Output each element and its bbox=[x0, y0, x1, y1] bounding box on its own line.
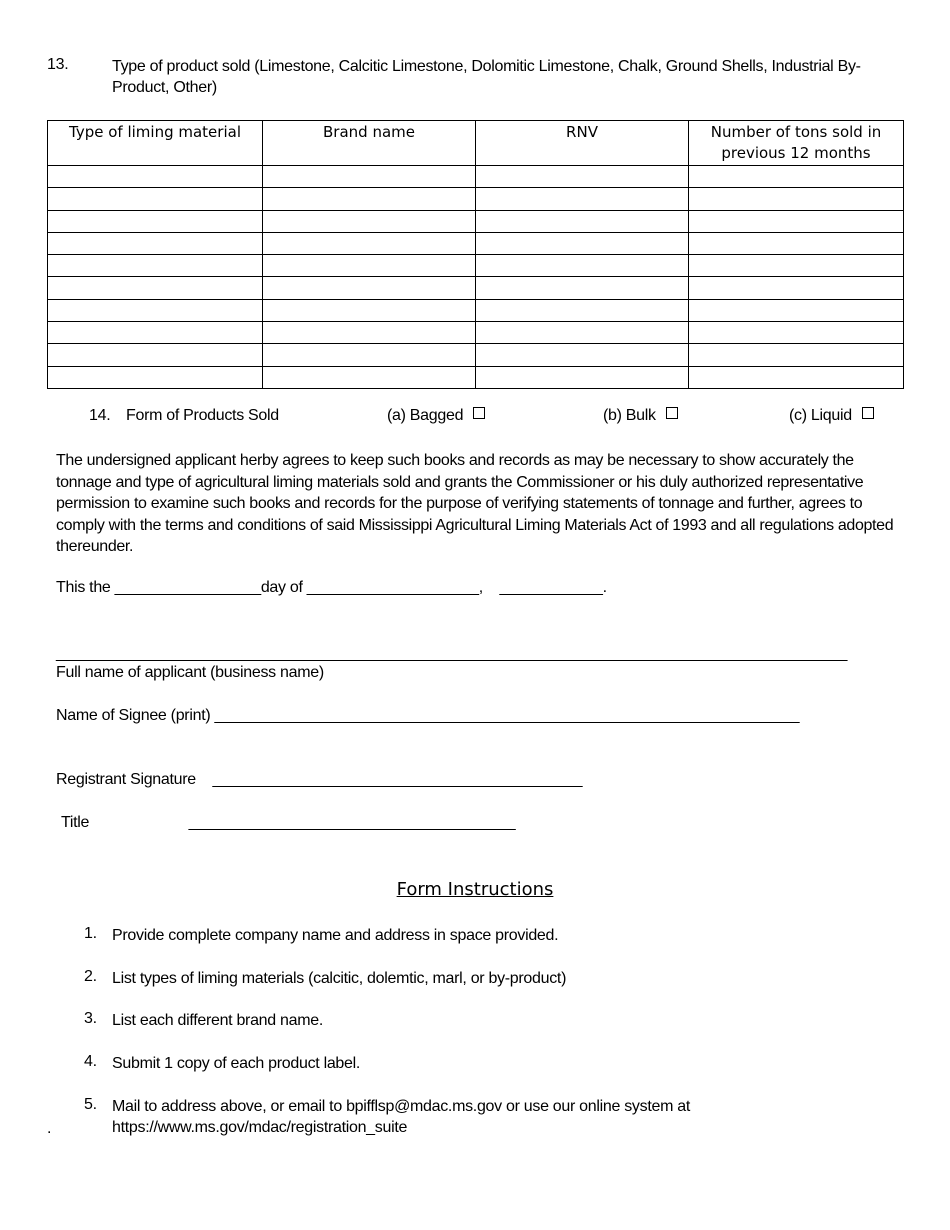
table-cell[interactable] bbox=[263, 166, 476, 188]
table-cell[interactable] bbox=[263, 188, 476, 210]
question-14-number: 14. bbox=[89, 407, 111, 424]
option-liquid-label: (c) Liquid bbox=[789, 407, 852, 424]
table-cell[interactable] bbox=[48, 366, 263, 388]
table-cell[interactable] bbox=[263, 277, 476, 299]
option-bulk[interactable] bbox=[603, 407, 678, 425]
instruction-number: 2. bbox=[84, 968, 97, 985]
question-13-text: Type of product sold (Limestone, Calcitic Limestone, Dolomitic Limestone, Chalk, Ground Shells, Industrial By- Product, Other) bbox=[112, 58, 861, 96]
question-13-number: 13. bbox=[47, 56, 69, 73]
table-cell[interactable] bbox=[48, 277, 263, 299]
table-cell[interactable] bbox=[689, 166, 904, 188]
table-cell[interactable] bbox=[476, 166, 689, 188]
table-cell[interactable] bbox=[476, 210, 689, 232]
table-cell[interactable] bbox=[48, 188, 263, 210]
table-cell[interactable] bbox=[689, 255, 904, 277]
table-cell[interactable] bbox=[263, 210, 476, 232]
table-row bbox=[48, 232, 904, 254]
table-cell[interactable] bbox=[48, 210, 263, 232]
instruction-number: 3. bbox=[84, 1010, 97, 1027]
option-bulk-label: (b) Bulk bbox=[603, 407, 656, 424]
table-cell[interactable] bbox=[689, 366, 904, 388]
agreement-paragraph: The undersigned applicant herby agrees to keep such books and records as may be necessary to show accurately the tonnage and type of agricultural liming materials sold and grants the Commissioner or his duly authorized representative permission to examine such books and records for the purpose of verifying statements of tonnage and further, agrees to comply with the terms and conditions of said Mississippi Agricultural Liming Materials Act of 1993 and all regulations adopted thereunder. bbox=[56, 452, 894, 556]
column-header-tons-sold: Number of tons sold in previous 12 months bbox=[689, 121, 904, 166]
date-line[interactable]: This the _________________day of ____________________, ____________. bbox=[56, 579, 607, 596]
instruction-text: Submit 1 copy of each product label. bbox=[112, 1055, 361, 1072]
table-cell[interactable] bbox=[476, 277, 689, 299]
instruction-text: Mail to address above, or email to bpifflsp@mdac.ms.gov or use our online system at https://www.ms.gov/mdac/registration_suite bbox=[112, 1098, 690, 1136]
fullname-label: Full name of applicant (business name) bbox=[56, 664, 324, 681]
table-body bbox=[48, 166, 904, 389]
table-row bbox=[48, 277, 904, 299]
instruction-number: 4. bbox=[84, 1053, 97, 1070]
stray-mark: . bbox=[47, 1120, 52, 1137]
table-cell[interactable] bbox=[263, 366, 476, 388]
column-header-liming-material: Type of liming material bbox=[48, 121, 263, 166]
column-header-rnv: RNV bbox=[476, 121, 689, 166]
instruction-text: List types of liming materials (calcitic, dolemtic, marl, or by-product) bbox=[112, 970, 567, 987]
bulk-checkbox[interactable] bbox=[666, 407, 678, 419]
table-cell[interactable] bbox=[689, 188, 904, 210]
table-cell[interactable] bbox=[48, 255, 263, 277]
table-cell[interactable] bbox=[689, 344, 904, 366]
table-header-row bbox=[48, 121, 904, 166]
title-field[interactable]: Title ______________________________________ bbox=[61, 814, 516, 831]
table-cell[interactable] bbox=[689, 299, 904, 321]
table-row bbox=[48, 210, 904, 232]
table-row bbox=[48, 255, 904, 277]
bagged-checkbox[interactable] bbox=[473, 407, 485, 419]
registrant-signature-field[interactable]: Registrant Signature ___________________________________________ bbox=[56, 771, 583, 788]
table-row bbox=[48, 322, 904, 344]
table-cell[interactable] bbox=[476, 366, 689, 388]
table-cell[interactable] bbox=[476, 232, 689, 254]
table-row bbox=[48, 188, 904, 210]
table-cell[interactable] bbox=[689, 322, 904, 344]
instruction-number: 5. bbox=[84, 1096, 97, 1113]
table-row bbox=[48, 366, 904, 388]
fullname-field-line[interactable]: ____________________________________________________________________________________________ bbox=[56, 645, 848, 662]
liming-materials-table bbox=[47, 120, 904, 389]
signee-name-field[interactable]: Name of Signee (print) ____________________________________________________________________ bbox=[56, 707, 800, 724]
table-cell[interactable] bbox=[263, 344, 476, 366]
question-14-label: Form of Products Sold bbox=[126, 407, 279, 424]
table-row bbox=[48, 166, 904, 188]
table-cell[interactable] bbox=[689, 277, 904, 299]
table-cell[interactable] bbox=[689, 210, 904, 232]
liquid-checkbox[interactable] bbox=[862, 407, 874, 419]
option-bagged[interactable] bbox=[387, 407, 485, 425]
table-cell[interactable] bbox=[689, 232, 904, 254]
table-cell[interactable] bbox=[476, 188, 689, 210]
table-cell[interactable] bbox=[476, 299, 689, 321]
instructions-title: Form Instructions bbox=[396, 879, 554, 900]
instruction-text: Provide complete company name and address in space provided. bbox=[112, 927, 559, 944]
table-row bbox=[48, 299, 904, 321]
option-bagged-label: (a) Bagged bbox=[387, 407, 464, 424]
table-cell[interactable] bbox=[48, 344, 263, 366]
table-cell[interactable] bbox=[48, 299, 263, 321]
instruction-text: List each different brand name. bbox=[112, 1012, 323, 1029]
option-liquid[interactable] bbox=[789, 407, 874, 425]
table-cell[interactable] bbox=[263, 322, 476, 344]
table-cell[interactable] bbox=[476, 344, 689, 366]
table-cell[interactable] bbox=[48, 166, 263, 188]
table-cell[interactable] bbox=[48, 322, 263, 344]
table-cell[interactable] bbox=[476, 255, 689, 277]
table-cell[interactable] bbox=[48, 232, 263, 254]
column-header-brand-name: Brand name bbox=[263, 121, 476, 166]
table-cell[interactable] bbox=[263, 299, 476, 321]
table-cell[interactable] bbox=[476, 322, 689, 344]
instruction-number: 1. bbox=[84, 925, 97, 942]
table-cell[interactable] bbox=[263, 255, 476, 277]
table-cell[interactable] bbox=[263, 232, 476, 254]
table-row bbox=[48, 344, 904, 366]
